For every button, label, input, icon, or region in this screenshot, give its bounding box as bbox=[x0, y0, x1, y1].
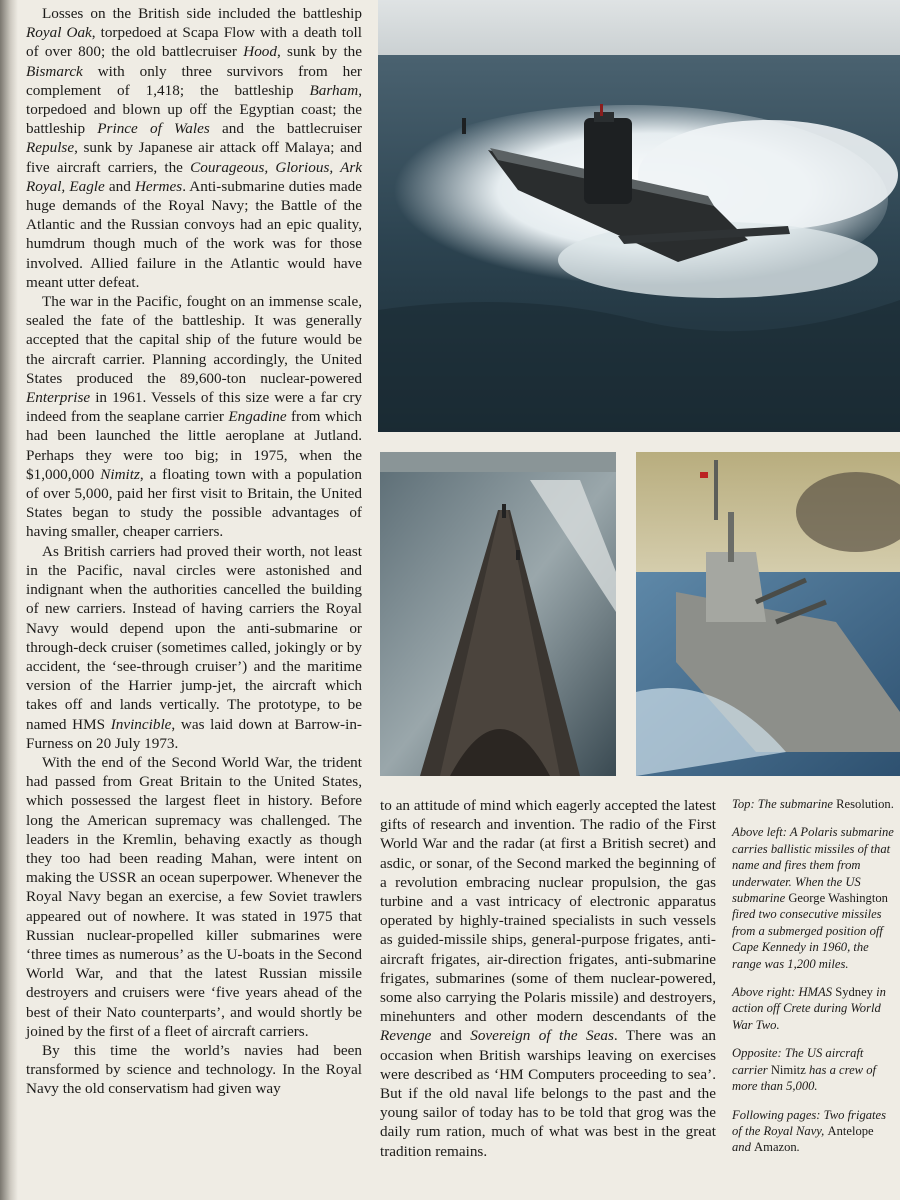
paragraph: Losses on the British side included the battleship Royal Oak, torpedoed at Scapa Flow with a death toll of over 800; the old battlecruiser Hood, sunk by the Bismarck with only three survivors from her complement of 1,418; the battleship Barham, torpedoed and blown up off the Egyptian coast; the battleship Prince of Wales and the battlecruiser Repulse, sunk by Japanese air attack off Malaya; and five aircraft carriers, the Courageous, Glorious, Ark Royal, Eagle and Hermes. Anti-submarine duties made huge demands of the Royal Navy; the Battle of the Atlantic and the Russian convoys had an epic quality, humdrum though much of the work was for those involved. Allied failure in the Atlantic would have meant utter defeat. bbox=[26, 5, 363, 291]
italic-text: Following pages: Two frigates of the Royal Navy, bbox=[732, 1107, 887, 1138]
upright-text: Resolution. bbox=[833, 797, 894, 811]
hmas-sydney-painting bbox=[636, 452, 900, 776]
italic-text: Sovereign of the Seas bbox=[470, 1027, 614, 1045]
italic-text: Hood bbox=[243, 43, 277, 61]
italic-text: Above right: HMAS bbox=[732, 985, 836, 1000]
paragraph: The war in the Pacific, fought on an immense scale, sealed the fate of the battleship. It was generally accepted that the capital ship of the future would be the aircraft carrier. Planning accordingly, the United States produced the 89,600-ton nuclear-powered Enterprise in 1961. Vessels of this size were a far cry indeed from the seaplane carrier Engadine from which had been launched the little aeroplane at Jutland. Perhaps they were too big; in 1975, when the $1,000,000 Nimitz, a floating town with a population of over 5,000, paid her first visit to Britain, the United States began to study the possible advantages of having smaller, cheaper carriers. bbox=[26, 293, 362, 541]
italic-text: in action off Crete during World War Two. bbox=[732, 985, 886, 1032]
italic-text: and bbox=[732, 1140, 755, 1155]
italic-text: Invincible bbox=[110, 715, 172, 733]
italic-text: Hermes bbox=[134, 177, 183, 195]
italic-text: Above left: A Polaris submarine carries ballistic missiles of that name and fires them from underwater. When the US submarine bbox=[732, 825, 894, 906]
italic-text: Royal Oak bbox=[26, 24, 92, 42]
upright-text: George Washington bbox=[788, 891, 888, 906]
caption-opposite bbox=[732, 1045, 894, 1094]
caption-following-pages bbox=[732, 1107, 894, 1156]
italic-text: Repulse bbox=[26, 139, 75, 157]
italic-text: Barham bbox=[309, 81, 359, 99]
caption-above-left bbox=[732, 824, 894, 972]
italic-text: Top: The submarine bbox=[732, 797, 833, 811]
middle-text-column bbox=[380, 796, 716, 1161]
upright-text: Nimitz bbox=[770, 1062, 806, 1077]
upright-text: Antelope bbox=[827, 1123, 874, 1138]
caption-top bbox=[732, 796, 894, 812]
paragraph: With the end of the Second World War, the trident had passed from Great Britain to the United States, which possessed the largest fleet in history. Before long the American supremacy was challenged. The leaders in the Kremlin, behaving exactly as though they too had been reading Mahan, were intent on making the USSR an ocean superpower. Whenever the Royal Navy began an exercise, a few Soviet trawlers appeared out of nowhere. It was stated in 1975 that Russian nuclear-propelled killer submarines were ‘three times as numerous’ as the U-boats in the Second World War, and that the latest Russian missile destroyers and cruisers were ‘five years ahead of the best of their Nato counterparts’, and would shortly be joined by the first of a fleet of aircraft carriers. bbox=[26, 753, 362, 1040]
italic-text: has a crew of more than 5,000. bbox=[732, 1062, 877, 1094]
italic-text: Opposite: The US aircraft carrier bbox=[732, 1046, 864, 1077]
upright-text: Amazon bbox=[754, 1140, 797, 1155]
italic-text: Engadine bbox=[228, 408, 287, 426]
submarine-resolution-photo bbox=[378, 0, 900, 432]
photo-captions bbox=[732, 796, 894, 1168]
paragraph: By this time the world’s navies had been transformed by science and technology. In the Royal Navy the old conservatism had given way bbox=[26, 1041, 362, 1098]
italic-text: fired two consecutive missiles from a submerged position off Cape Kennedy in 1960, the range was 1,200 miles. bbox=[732, 907, 883, 971]
left-text-column bbox=[26, 4, 362, 1099]
italic-text: Enterprise bbox=[26, 389, 91, 407]
upright-text: Sydney bbox=[835, 985, 873, 1000]
polaris-submarine-deck-photo bbox=[380, 452, 616, 776]
italic-text: Courageous, Glorious, Ark Royal, Eagle bbox=[26, 158, 363, 195]
italic-text: Revenge bbox=[380, 1027, 432, 1045]
italic-text: Prince of Wales bbox=[97, 120, 210, 138]
italic-text: . bbox=[796, 1140, 800, 1155]
italic-text: Nimitz bbox=[100, 465, 140, 483]
caption-above-right bbox=[732, 984, 894, 1033]
page-gutter-shadow bbox=[0, 0, 18, 1200]
italic-text: Bismarck bbox=[26, 62, 83, 80]
paragraph: to an attitude of mind which eagerly accepted the latest gifts of research and invention. The radio of the First World War and the radar (at first a British secret) and asdic, or sonar, of the Second marked the beginning of a revolution embracing nuclear propulsion, the gas turbine and a vast intricacy of electronic apparatus operated by highly-trained specialists in such vessels as guided-missile ships, general-purpose frigates, anti-aircraft frigates, air-direction frigates, anti-submarine frigates, submarines (some of them nuclear-powered, some also carrying the Polaris missile) and destroyers, minehunters and other modern descendants of the Revenge and Sovereign of the Seas. There was an occasion when British warships leaving on exercises were described as ‘HM Computers proceeding to sea’. But if the old naval life belongs to the past and the young sailor of today has to be told that grog was the daily rum ration, much of what was best in the great tradition remains. bbox=[380, 797, 717, 1160]
paragraph: As British carriers had proved their worth, not least in the Pacific, naval circles were astonished and indignant when the authorities cancelled the building of new carriers. Instead of having carriers the Royal Navy would depend upon the anti-submarine or through-deck cruiser (sometimes called, jokingly or by accident, the ‘see-through cruiser’) and the maritime version of the Harrier jump-jet, the aircraft which takes off and lands vertically. The prototype, to be named HMS Invincible, was laid down at Barrow-in-Furness on 20 July 1973. bbox=[26, 542, 362, 752]
